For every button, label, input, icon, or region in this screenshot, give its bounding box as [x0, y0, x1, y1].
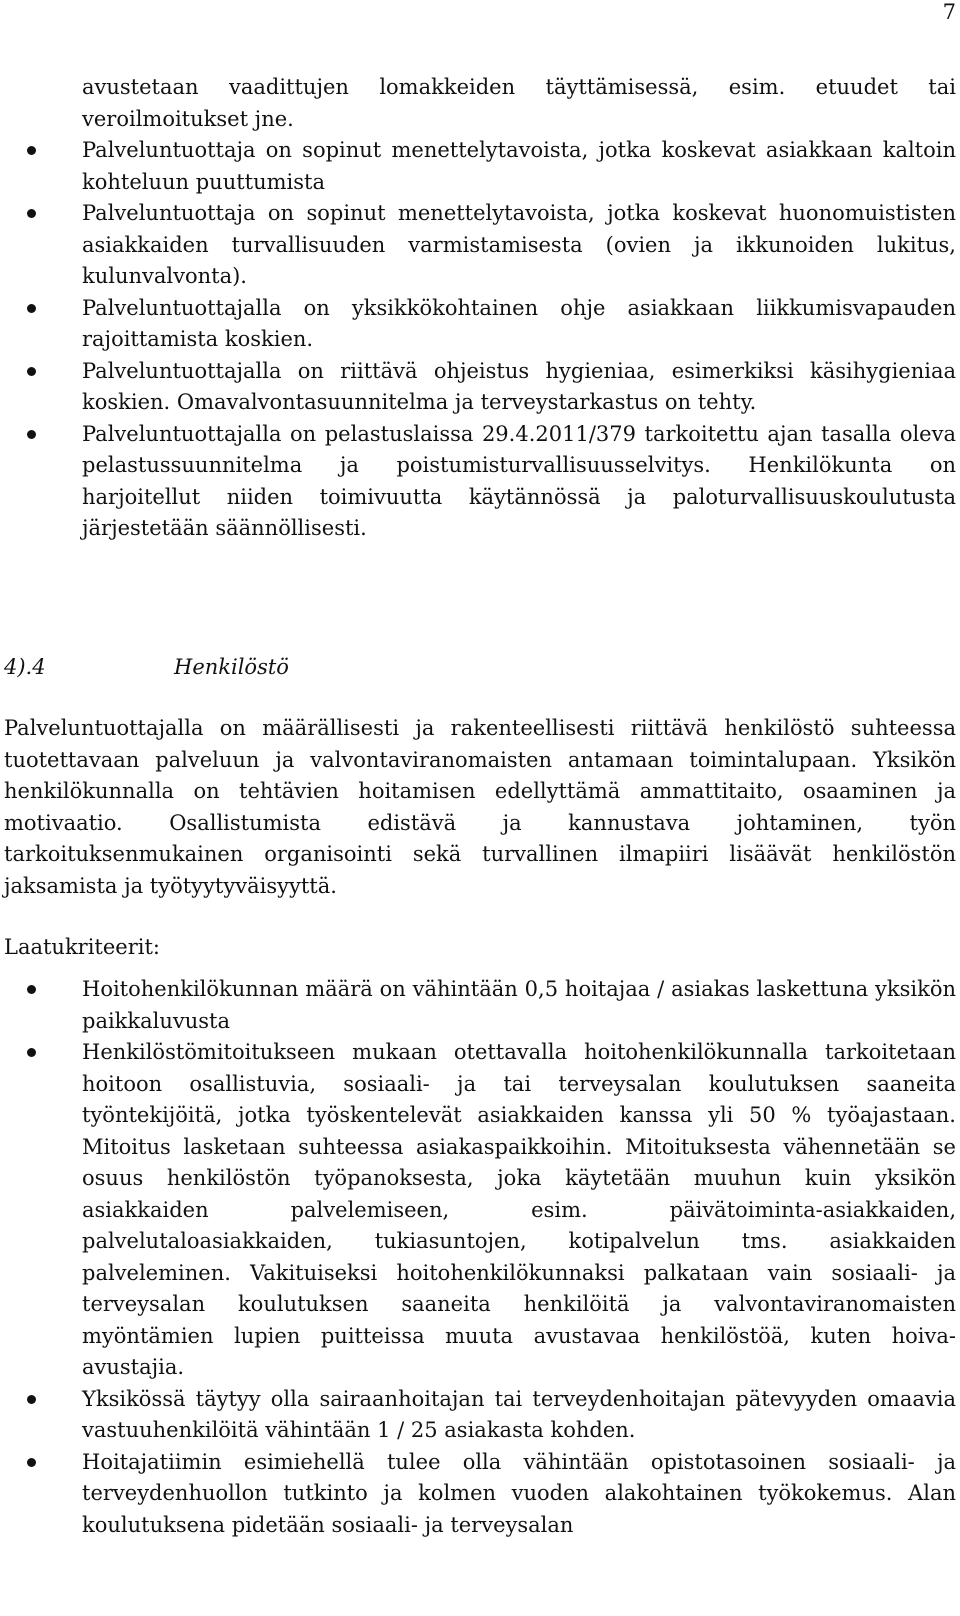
list-item-text: Palveluntuottajalla on riittävä ohjeistus hygieniaa, esimerkiksi käsihygieniaa koskien. Omavalvontasuunnitelma ja terveystarkastus on tehty. — [82, 358, 956, 414]
bullet-icon — [27, 209, 36, 218]
list-item — [0, 1037, 956, 1384]
list-item-text: Yksikössä täytyy olla sairaanhoitajan tai terveydenhoitajan pätevyyden omaavia vastuuhenkilöitä vähintään 1 / 25 asiakasta kohden. — [82, 1386, 956, 1442]
list-item-text: Henkilöstömitoitukseen mukaan otettavalla hoitohenkilökunnalla tarkoitetaan hoitoon osallistuvia, sosiaali- ja tai terveysalan koulutuksen saaneita työntekijöitä, jotka työskentelevät asiakkaiden kanssa yli 50 % työajastaan. Mitoitus lasketaan suhteessa asiakaspaikkoihin. Mitoituksesta vähennetään se osuus henkilöstön työpanoksesta, joka käytetään muuhun kuin yksikön asiakkaiden palvelemiseen, esim. päivätoiminta-asiakkaiden, palvelutaloasiakkaiden, tukiasuntojen, kotipalvelun tms. asiakkaiden palveleminen. Vakituiseksi hoitohenkilökunnaksi palkataan vain sosiaali- ja terveysalan koulutuksen saaneita henkilöitä ja valvontaviranomaisten myöntämien lupien puitteissa muuta avustavaa henkilöstöä, kuten hoiva-avustajia. — [82, 1040, 956, 1379]
list-item-text: Palveluntuottajalla on yksikkökohtainen ohje asiakkaan liikkumisvapauden rajoittamista koskien. — [82, 295, 956, 351]
list-item — [0, 293, 956, 356]
bullet-icon — [27, 1458, 36, 1467]
top-bullet-list — [0, 72, 956, 545]
bullet-icon — [27, 1048, 36, 1057]
list-item-text: Palveluntuottaja on sopinut menettelytavoista, jotka koskevat huonomuististen asiakkaiden turvallisuuden varmistamisesta (ovien ja ikkunoiden lukitus, kulunvalvonta). — [82, 201, 956, 288]
criteria-label: Laatukriteerit: — [4, 935, 160, 959]
list-item-continuation — [0, 72, 956, 135]
list-item — [0, 198, 956, 293]
bullet-icon — [27, 304, 36, 313]
section-heading — [4, 655, 289, 679]
list-item-text: Palveluntuottajalla on pelastuslaissa 29.4.2011/379 tarkoitettu ajan tasalla oleva pelastussuunnitelma ja poistumisturvallisuusselvitys. Henkilökunta on harjoitellut niiden toimivuutta käytännössä ja paloturvallisuuskoulutusta järjestetään säännöllisesti. — [82, 421, 956, 540]
section-number: 4).4 — [4, 655, 46, 679]
page-number: 7 — [942, 0, 956, 24]
bullet-icon — [27, 430, 36, 439]
list-item-text: avustetaan vaadittujen lomakkeiden täyttämisessä, esim. etuudet tai veroilmoitukset jne. — [82, 75, 956, 131]
list-item — [0, 1384, 956, 1447]
section-paragraph: Palveluntuottajalla on määrällisesti ja rakenteellisesti riittävä henkilöstö suhteessa tuotettavaan palveluun ja valvontaviranomaisten antamaan toimintalupaan. Yksikön henkilökunnalla on tehtävien hoitamisen edellyttämä ammattitaito, osaaminen ja motivaatio. Osallistumista edistävä ja kannustava johtaminen, työn tarkoituksenmukainen organisointi sekä turvallinen ilmapiiri lisäävät henkilöstön jaksamista ja työtyytyväisyyttä. — [4, 716, 956, 898]
list-item — [0, 419, 956, 545]
list-item — [0, 1447, 956, 1542]
list-item-text: Hoitajatiimin esimiehellä tulee olla vähintään opistotasoinen sosiaali- ja terveydenhuollon tutkinto ja kolmen vuoden alakohtainen työkokemus. Alan koulutuksena pidetään sosiaali- ja terveysalan — [82, 1449, 956, 1537]
bullet-icon — [27, 367, 36, 376]
bullet-icon — [27, 985, 36, 994]
criteria-bullet-list — [0, 974, 956, 1541]
list-item — [0, 974, 956, 1037]
list-item-text: Palveluntuottaja on sopinut menettelytavoista, jotka koskevat asiakkaan kaltoin kohteluun puuttumista — [82, 138, 956, 194]
section-title: Henkilöstö — [174, 655, 289, 679]
bullet-icon — [27, 1395, 36, 1404]
list-item — [0, 135, 956, 198]
list-item — [0, 356, 956, 419]
bullet-icon — [27, 146, 36, 155]
list-item-text: Hoitohenkilökunnan määrä on vähintään 0,5 hoitajaa / asiakas laskettuna yksikön paikkaluvusta — [82, 977, 956, 1033]
